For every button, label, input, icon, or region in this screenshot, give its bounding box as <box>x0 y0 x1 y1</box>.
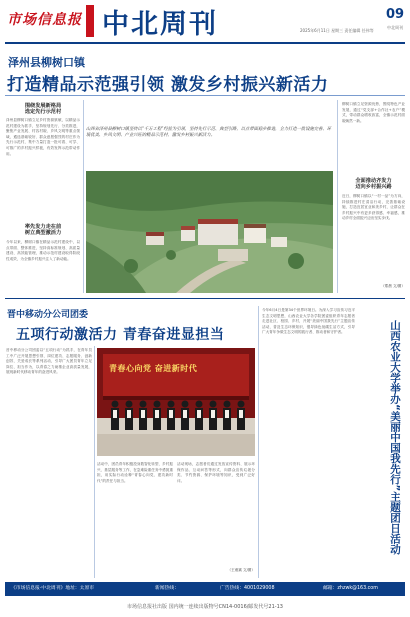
village-aerial-illustration <box>86 171 333 293</box>
story1-subhead-1: 围绕发展新格局 选定先行示范村 <box>24 103 62 116</box>
story1-byline: （郑晨 文/图） <box>381 284 405 288</box>
story2-column-rule <box>94 346 95 578</box>
footer-bar <box>5 582 405 596</box>
date-edition-line: 2025年6月11日 星期三 责任编辑 任伟等 <box>300 28 374 33</box>
page-number-box <box>385 6 405 34</box>
publication-note: 市场信息报社出版 国内统一连续出版物号CN14-0016/邮发代号21-13 <box>127 604 283 610</box>
story2-mid-column: 活动中，团员青年积极投身数智化转型、乡村振兴、基层服务等工作，在急难险重任务中勇挑重担，用实际行动诠释“青春心向党、建功新时代”的责任与担当。 <box>97 462 173 483</box>
newspaper-logo: 市场信息报 <box>7 12 82 28</box>
banner-slogan: 青春心向党 奋进新时代 <box>109 364 198 373</box>
story2-headline[interactable]: 五项行动激活力 青春奋进显担当 <box>16 327 225 343</box>
story1-lead <box>86 127 331 167</box>
footer-email[interactable]: 邮箱：zhzwk@163.com <box>323 586 378 591</box>
column-rule <box>83 100 84 293</box>
story1-left-column-2: 今年以来，柳树口镇在精品示范村建设中，以点带面、整体推进，坚持高标准规划、高质量建设、高效能管理，推动示范村建设取得阶段性成效，为全镇乡村振兴注入了新动能。 <box>6 240 80 261</box>
story2-byline: （王甫斌 文/图） <box>227 568 255 572</box>
footer-newsline: 新闻热线： <box>155 586 179 591</box>
story3-vertical-headline[interactable]: 山西农业大学举办“美丽中国我先行”主题团日活动 <box>389 320 401 555</box>
story1-right-column-1: 柳树口镇立足资源优势，围绕特色产业发展，通过“党支部+合作社+农户”模式，带动群众增收致富，全镇示范村面貌焕然一新。 <box>342 102 405 123</box>
story1-right-column-2: 近日，柳树口镇以“一村一品”为方向，持续推进村庄清洁行动，完善基础设施，打造宜居宜业和美乡村，让群众在乡村振兴中有更多获得感、幸福感，推动乡村全面振兴迈出坚实步伐。 <box>342 194 405 221</box>
section-rule <box>5 298 405 299</box>
story2-right-rule <box>258 306 259 578</box>
masthead-divider <box>86 5 94 37</box>
story3-column: 今年6月4日是第34个世界环境日。为深入学习宣传习近平生态文明思想，山西农业大学各学院团委组织青年志愿者走进社区、校园、乡村，开展“美丽中国我先行”主题宣传活动，普及生态环保知识，倡导绿色低碳生活方式，引导广大青年争做生态文明的践行者、推动者和守护者。 <box>262 308 355 335</box>
story1-headline[interactable]: 打造精品示范强引领 激发乡村振兴新活力 <box>7 75 329 95</box>
story1-photo-village <box>86 171 333 293</box>
story1-right-subhead: 全面推动齐发力 迈向乡村振兴路 <box>355 178 392 191</box>
story1-left-column-1: 泽州县柳树口镇立足乡村资源禀赋，以精品示范村建设为抓手，坚持规划先行、分类推进，聚焦产业发展、村容村貌、乡风文明等重点领域，遴选基础较好、群众意愿强烈的村庄作为先行示范村，集中力量打造一批可看、可学、可推广的乡村振兴样板，有效发挥示范带动作用。 <box>6 118 80 156</box>
footer-address: 《市场信息报·中北周刊》地址：太原市 <box>11 586 95 591</box>
story1-subhead-2: 率先发力走在前 树立典型激活力 <box>24 224 62 237</box>
supplement-title: 中北周刊 <box>102 9 218 40</box>
story2-left-column: 晋中移动分公司团委以“五项行动”为抓手，在青年员工中广泛开展思想引领、岗位建功、志愿服务、创新创效、关爱成长等系列活动，引导广大团员青年立足岗位、担当作为，以青春之力助推企业高质量发展，展现新时代移动青年的奋进风采。 <box>6 348 92 375</box>
right-column-rule <box>337 100 338 293</box>
edition-label: 中北周刊 <box>387 25 403 30</box>
masthead <box>0 0 410 42</box>
story1-lead-text: 山西省泽州县柳树口镇坚持以“千万工程”经验为引领，坚持先行示范、典型引路，以点带面稳步推进，全力打造一批设施完善、环境优美、乡风文明、产业兴旺的精品示范村，激发乡村振兴新活力。 <box>86 127 332 138</box>
headline-rule <box>5 95 405 96</box>
masthead-rule <box>5 42 405 44</box>
story2-photo-group <box>97 348 255 456</box>
page-number: 09 <box>385 7 405 22</box>
story1-kicker: 泽州县柳树口镇 <box>8 56 85 69</box>
story2-mid-column-2: 活动现场，志愿者们通过发放宣传资料、展示环保作品、互动问答等形式，向群众宣传垃圾分类、节约资源、保护环境等知识，受到广泛好评。 <box>177 462 255 483</box>
footer-ad-phone: 广告热线：4001029008 <box>220 586 275 591</box>
story2-kicker: 晋中移动分公司团委 <box>7 310 89 320</box>
